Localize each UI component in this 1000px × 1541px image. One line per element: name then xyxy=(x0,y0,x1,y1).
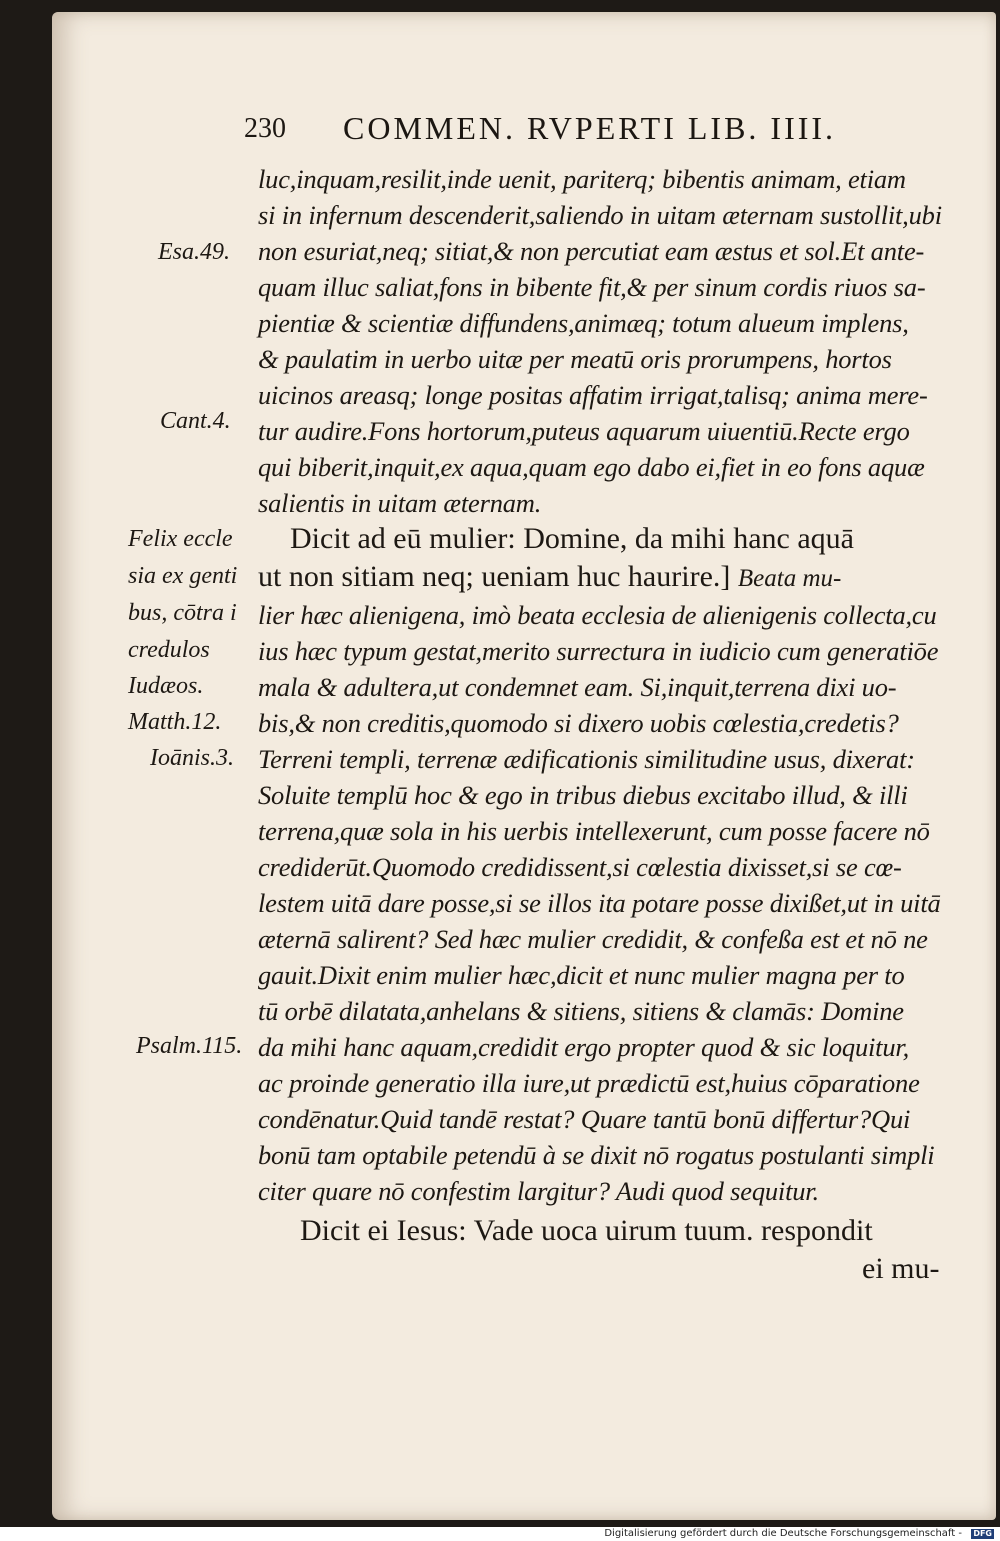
text-line: gauit.Dixit enim mulier hæc,dicit et nunc mulier magna per to xyxy=(258,960,905,990)
footer-bar xyxy=(0,1527,1000,1541)
text-line: crediderūt.Quomodo credidissent,si cœlestia dixisset,si se cœ- xyxy=(258,852,902,882)
margin-note: sia ex genti xyxy=(128,563,238,589)
margin-note-esa: Esa.49. xyxy=(158,239,230,265)
text-line: ac proinde generatio illa iure,ut prædictū est,huius cōparatione xyxy=(258,1068,920,1098)
text-line: lestem uitā dare posse,si se illos ita potare posse dixißet,ut in uitā xyxy=(258,888,941,918)
lemma-line: Dicit ei Iesus: Vade uoca uirum tuum. respondit xyxy=(300,1214,873,1247)
text-line: terrena,quæ sola in his uerbis intellexerunt, cum posse facere nō xyxy=(258,816,930,846)
margin-note: Iudæos. xyxy=(128,673,204,699)
text-line: tū orbē dilatata,anhelans & sitiens, sitiens & clamās: Domine xyxy=(258,996,904,1026)
text-line: bonū tam optabile petendū à se dixit nō rogatus postulanti simpli xyxy=(258,1140,935,1170)
running-head: COMMEN. RVPERTI LIB. IIII. xyxy=(343,110,837,146)
lemma-italic-text: Beata mu- xyxy=(737,565,842,592)
text-line: Terreni templi, terrenæ ædificationis similitudine usus, dixerat: xyxy=(258,744,915,774)
footer-credit: Digitalisierung gefördert durch die Deutsche Forschungsgemeinschaft - xyxy=(604,1528,962,1539)
text-line: salientis in uitam æternam. xyxy=(258,488,542,518)
text-line: mala & adultera,ut condemnet eam. Si,inquit,terrena dixi uo- xyxy=(258,672,897,702)
lemma-roman-text: ut non sitiam neq; ueniam huc haurire.] xyxy=(258,560,731,593)
text-line: æternā salirent? Sed hæc mulier credidit, & confeßa est et nō ne xyxy=(258,924,928,954)
text-line: & paulatim in uerbo uitæ per meatū oris prorumpens, hortos xyxy=(258,344,892,374)
text-line: uicinos areasq; longe positas affatim irrigat,talisq; anima mere- xyxy=(258,380,928,410)
text-line: luc,inquam,resilit,inde uenit, pariterq; bibentis animam, etiam xyxy=(258,164,906,194)
text-line: ius hæc typum gestat,merito surrectura in iudicio cum generatiōe xyxy=(258,636,939,666)
margin-note-ioan: Ioānis.3. xyxy=(150,745,234,771)
margin-note: Felix eccle xyxy=(128,526,233,552)
text-line: tur audire.Fons hortorum,puteus aquarum uiuentiū.Recte ergo xyxy=(258,416,910,446)
margin-note-psalm: Psalm.115. xyxy=(136,1033,243,1059)
text-line: condēnatur.Quid tandē restat? Quare tantū bonū differtur?Qui xyxy=(258,1104,911,1134)
catchword: ei mu- xyxy=(862,1252,940,1285)
margin-note: credulos xyxy=(128,637,210,663)
text-line: non esuriat,neq; sitiat,& non percutiat eam æstus et sol.Et ante- xyxy=(258,236,925,266)
text-line: lier hæc alienigena, imò beata ecclesia de alienigenis collecta,cu xyxy=(258,600,937,630)
margin-note-matth: Matth.12. xyxy=(128,709,222,735)
text-line: Soluite templū hoc & ego in tribus diebus excitabo illud, & illi xyxy=(258,780,908,810)
text-line: citer quare nō confestim largitur? Audi quod sequitur. xyxy=(258,1176,819,1206)
margin-note: bus, cōtra i xyxy=(128,600,237,626)
lemma-line: Dicit ad eū mulier: Domine, da mihi hanc aquā xyxy=(290,522,854,555)
text-line: qui biberit,inquit,ex aqua,quam ego dabo ei,fiet in eo fons aquæ xyxy=(258,452,925,482)
text-line: pientiæ & scientiæ diffundens,animæq; totum alueum implens, xyxy=(258,308,909,338)
lemma-line xyxy=(258,560,841,594)
text-line: si in infernum descenderit,saliendo in uitam æternam sustollit,ubi xyxy=(258,200,942,230)
text-line: da mihi hanc aquam,credidit ergo propter quod & sic loquitur, xyxy=(258,1032,909,1062)
folio-number: 230 xyxy=(244,113,286,144)
margin-note-cant: Cant.4. xyxy=(160,408,231,434)
text-line: bis,& non creditis,quomodo si dixero uobis cœlestia,credetis? xyxy=(258,708,899,738)
dfg-logo: DFG xyxy=(973,1529,992,1538)
text-line: quam illuc saliat,fons in bibente fit,& per sinum cordis riuos sa- xyxy=(258,272,926,302)
